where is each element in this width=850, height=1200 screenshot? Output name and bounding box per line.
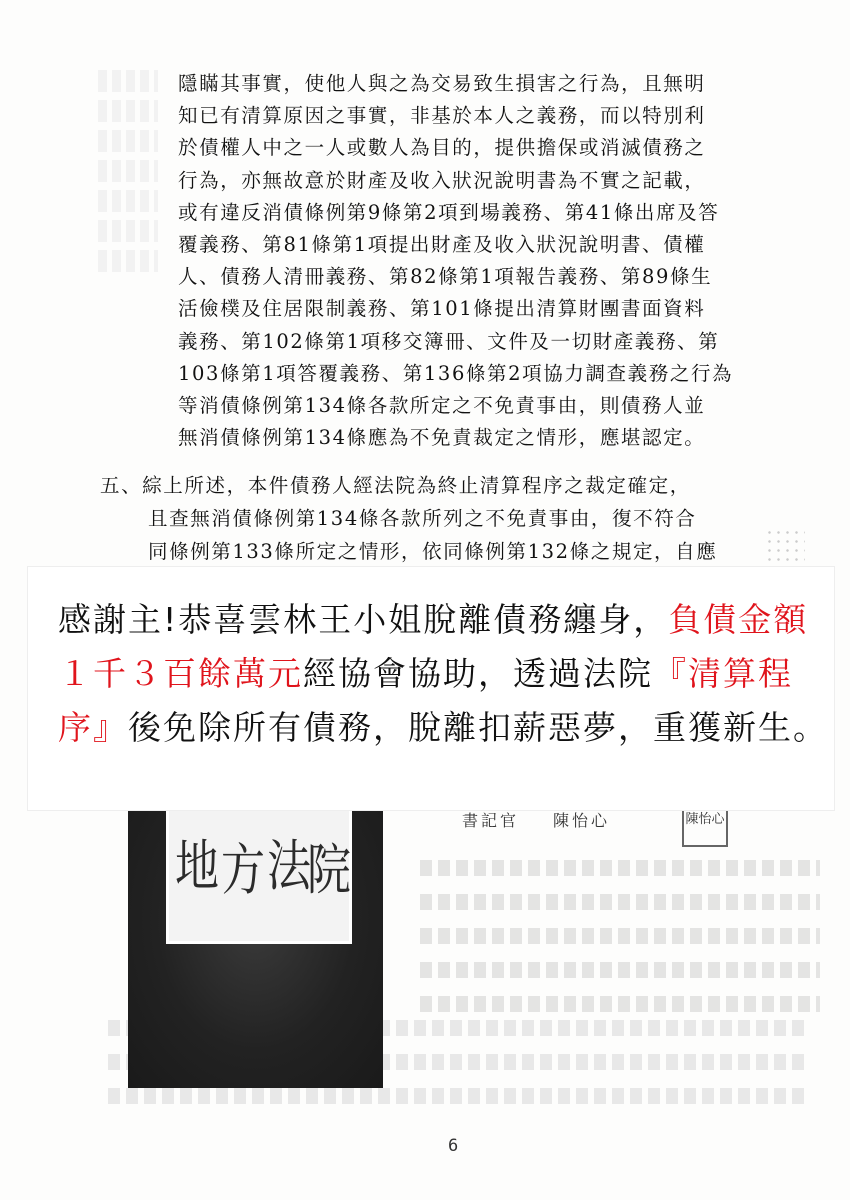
text-line: 無消債條例第134條應為不免責裁定之情形，應堪認定。	[178, 426, 706, 450]
clerk-title: 書記官	[462, 811, 520, 830]
text-line: 同條例第133條所定之情形，依同條例第132條之規定，自應	[148, 540, 718, 563]
text-line: 覆義務、第81條第1項提出財產及收入狀況說明書、債權	[178, 233, 706, 257]
text-line: 活儉樸及住居限制義務、第101條提出清算財團書面資料	[178, 297, 706, 321]
clerk-name: 陳怡心	[553, 811, 611, 830]
text-line: 且查無消債條例第134條各款所列之不免責事由，復不符合	[148, 507, 697, 530]
section-five	[100, 469, 760, 568]
stamp-text: 陳怡心	[685, 812, 725, 827]
seal-char: 院	[307, 838, 351, 903]
text-line: 行為，亦無故意於財產及收入狀況說明書為不實之記載，	[178, 168, 706, 192]
text-line: 義務、第102條第1項移交簿冊、文件及一切財產義務、第	[178, 329, 720, 353]
seal-char: 方	[221, 838, 265, 903]
clerk-signature	[462, 808, 610, 831]
continuation-paragraph	[178, 68, 748, 454]
text-line: 隱瞞其事實，使他人與之為交易致生損害之行為，且無明	[178, 72, 706, 95]
text-line: 於債權人中之一人或數人為目的，提供擔保或消滅債務之	[178, 136, 706, 160]
text-line: 人、債務人清冊義務、第82條第1項報告義務、第89條生	[178, 265, 713, 289]
congratulation-banner	[28, 567, 834, 810]
official-seal	[128, 808, 383, 1088]
debt-amount-highlight: 負債金額１千３百餘萬元	[58, 600, 809, 693]
procedure-highlight: 『清算程序』	[58, 654, 793, 747]
text-line: 五、綜上所述，本件債務人經法院為終止清算程序之裁定確定，	[100, 474, 691, 497]
page-number: 6	[448, 1136, 459, 1156]
banner-part: 經協會協助，透過法院	[303, 654, 653, 693]
scan-artifact	[765, 528, 805, 568]
seal-face	[166, 808, 352, 944]
text-line: 知已有清算原因之事實，非基於本人之義務，而以特別利	[178, 104, 706, 128]
seal-char: 法	[267, 834, 311, 899]
bleed-through-text	[98, 70, 158, 280]
text-line: 103條第1項答覆義務、第136條第2項協力調查義務之行為	[178, 361, 734, 385]
seal-char: 地	[175, 834, 219, 899]
banner-part: 後免除所有債務，脫離扣薪惡夢，重獲新生。	[128, 708, 828, 747]
banner-text	[58, 593, 828, 755]
text-line: 等消債條例第134條各款所定之不免責事由，則債務人並	[178, 394, 706, 418]
faded-text-block	[420, 860, 820, 1030]
banner-part: 感謝主!恭喜雲林王小姐脫離債務纏身，	[58, 600, 669, 639]
text-line: 或有違反消債條例第9條第2項到場義務、第41條出席及答	[178, 200, 720, 224]
